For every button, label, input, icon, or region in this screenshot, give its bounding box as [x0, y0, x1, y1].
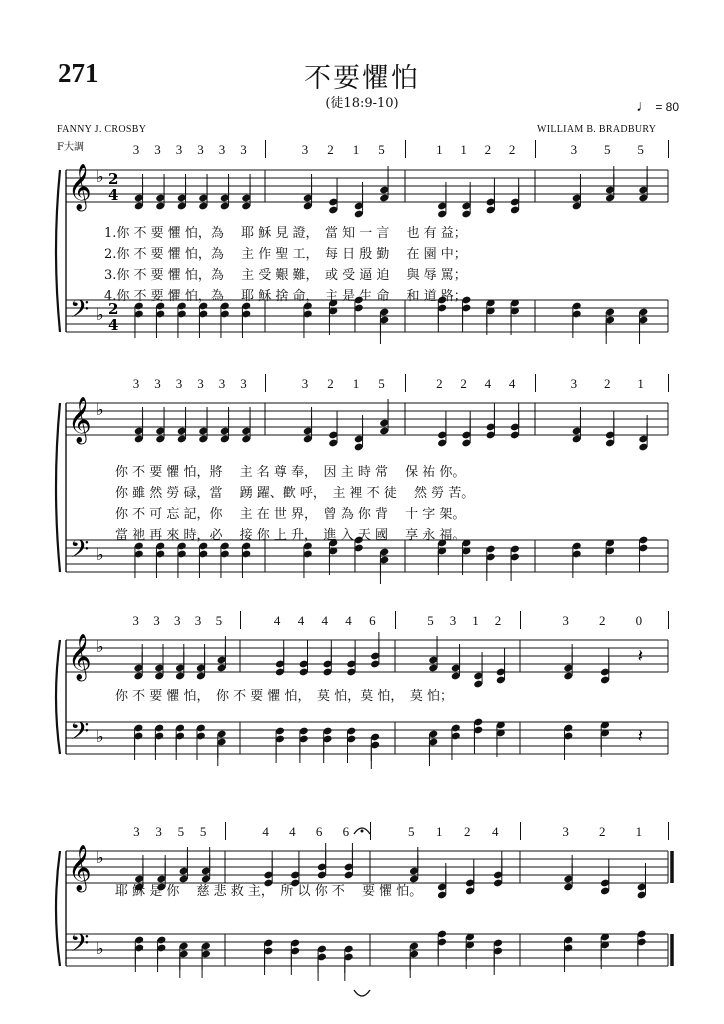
jianpu-digit: 1 — [436, 142, 443, 157]
treble-clef-icon: 𝄞 — [68, 634, 92, 680]
jianpu-barline — [668, 611, 669, 629]
jianpu-digit: 2 — [460, 376, 467, 391]
lyric-line: 你 不 要 懼 怕，將 主 名 尊 奉， 因 主 時 常 保 祐 你。 — [115, 465, 466, 480]
jianpu-digit: 2 — [494, 613, 502, 628]
quarter-note-icon: ♩ — [636, 98, 652, 115]
jianpu-digit: 3 — [155, 824, 162, 839]
lyric-line: 4.你 不 要 懼 怕，為 耶 穌 捨 命， 主 是 生 命 和 道 路； — [104, 289, 467, 304]
jianpu-digit: 3 — [154, 376, 161, 391]
brace-icon — [56, 403, 60, 572]
jianpu-barline — [265, 374, 266, 392]
jianpu-digit: 3 — [194, 613, 202, 628]
jianpu-digit: 2 — [436, 376, 443, 391]
jianpu-digit: 1 — [635, 824, 643, 839]
jianpu-digit: 3 — [570, 142, 578, 157]
scripture-reference: (徒18:9-10) — [325, 96, 399, 111]
jianpu-digit: 5 — [637, 142, 644, 157]
jianpu-digit: 4 — [262, 824, 269, 839]
jianpu-digit: 4 — [297, 613, 305, 628]
jianpu-digit: 6 — [342, 824, 350, 839]
jianpu-digit: 3 — [218, 376, 226, 391]
jianpu-barline — [535, 374, 536, 392]
lyric-line: 3.你 不 要 懼 怕，為 主 受 艱 難， 或 受 逼 迫 與 辱 罵； — [104, 268, 467, 283]
jianpu-barline — [370, 822, 371, 840]
jianpu-digit: 3 — [132, 613, 139, 628]
jianpu-barline — [668, 140, 669, 158]
treble-clef-icon: 𝄞 — [68, 397, 92, 443]
treble-flat-icon: ♭ — [96, 848, 104, 867]
fermata-icon — [354, 990, 370, 996]
bass-flat-icon: ♭ — [96, 727, 104, 746]
treble-flat-icon: ♭ — [96, 400, 104, 419]
jianpu-digit: 5 — [378, 376, 385, 391]
jianpu-digit: 4 — [484, 376, 492, 391]
jianpu-digit: 2 — [508, 142, 516, 157]
treble-flat-icon: ♭ — [96, 167, 104, 186]
jianpu-digit: 3 — [240, 376, 247, 391]
jianpu-digit: 2 — [484, 142, 492, 157]
time-signature-top: 2 — [108, 170, 119, 188]
jianpu-barline — [240, 611, 241, 629]
jianpu-digit: 3 — [240, 142, 247, 157]
jianpu-digit: 3 — [197, 142, 204, 157]
time-signature-bottom: 4 — [108, 316, 119, 334]
jianpu-digit: 3 — [562, 613, 569, 628]
jianpu-digit: 6 — [369, 613, 376, 628]
jianpu-digit: 5 — [604, 142, 611, 157]
brace-icon — [56, 851, 60, 966]
rest-icon: 𝄽 — [637, 646, 644, 667]
jianpu-barline — [668, 822, 669, 840]
jianpu-digit: 1 — [637, 376, 644, 391]
brace-icon — [56, 170, 60, 332]
bass-flat-icon: ♭ — [96, 545, 104, 564]
jianpu-digit: 2 — [464, 824, 471, 839]
jianpu-digit: 5 — [408, 824, 415, 839]
jianpu-barline — [520, 822, 521, 840]
jianpu-digit: 4 — [321, 613, 328, 628]
jianpu-barline — [395, 611, 396, 629]
rest-icon: 𝄽 — [637, 726, 644, 747]
jianpu-digit: 3 — [174, 613, 181, 628]
jianpu-digit: 3 — [175, 142, 183, 157]
bass-flat-icon: ♭ — [96, 305, 104, 324]
jianpu-barline — [520, 611, 521, 629]
jianpu-digit: 2 — [327, 376, 334, 391]
jianpu-digit: 0 — [635, 613, 643, 628]
treble-staff — [66, 851, 668, 883]
jianpu-digit: 2 — [599, 824, 606, 839]
jianpu-barline — [265, 140, 266, 158]
jianpu-digit: 3 — [153, 613, 160, 628]
jianpu-barline — [405, 140, 406, 158]
composer: WILLIAM B. BRADBURY — [537, 124, 657, 135]
bass-clef-icon: 𝄢 — [70, 929, 90, 964]
bass-clef-icon: 𝄢 — [70, 717, 90, 752]
time-signature-bottom: 4 — [108, 186, 119, 204]
jianpu-digit: 3 — [132, 376, 140, 391]
bass-clef-icon: 𝄢 — [70, 295, 90, 330]
jianpu-digit: 1 — [460, 142, 467, 157]
bass-clef-icon: 𝄢 — [70, 535, 90, 570]
jianpu-digit: 1 — [352, 376, 360, 391]
jianpu-digit: 4 — [492, 824, 499, 839]
lyric-line: 當 祂 再 來 時，必 接 你 上 升， 進 入 天 國 享 永 福。 — [115, 528, 466, 543]
jianpu-digit: 4 — [345, 613, 352, 628]
lyricist: FANNY J. CROSBY — [57, 124, 147, 135]
jianpu-digit: 3 — [133, 824, 140, 839]
key-signature-label: F大調 — [57, 142, 84, 153]
treble-clef-icon: 𝄞 — [68, 164, 92, 210]
jianpu-digit: 5 — [378, 142, 385, 157]
jianpu-digit: 2 — [604, 376, 611, 391]
jianpu-digit: 3 — [175, 376, 183, 391]
fermata-dot — [361, 830, 364, 833]
treble-clef-icon: 𝄞 — [68, 845, 92, 891]
jianpu-digit: 3 — [301, 142, 309, 157]
jianpu-digit: 4 — [508, 376, 516, 391]
jianpu-digit: 5 — [427, 613, 434, 628]
lyric-line: 你 不 要 懼 怕， 你 不 要 懼 怕， 莫 怕，莫 怕， 莫 怕； — [115, 689, 453, 704]
lyric-line: 2.你 不 要 懼 怕，為 主 作 聖 工， 每 日 殷 勤 在 園 中； — [104, 247, 467, 262]
jianpu-digit: 5 — [215, 613, 223, 628]
jianpu-digit: 4 — [289, 824, 296, 839]
jianpu-digit: 5 — [199, 824, 207, 839]
time-signature-top: 2 — [108, 300, 119, 318]
jianpu-digit: 3 — [197, 376, 204, 391]
jianpu-digit: 1 — [472, 613, 479, 628]
jianpu-barline — [405, 374, 406, 392]
jianpu-digit: 3 — [132, 142, 140, 157]
lyric-line: 1.你 不 要 懼 怕，為 耶 穌 見 證， 當 知 一 言 也 有 益； — [104, 226, 467, 241]
jianpu-digit: 1 — [436, 824, 443, 839]
jianpu-digit: 2 — [599, 613, 606, 628]
bass-flat-icon: ♭ — [96, 939, 104, 958]
jianpu-barline — [225, 822, 226, 840]
tempo-value: = 80 — [655, 100, 680, 114]
jianpu-digit: 6 — [315, 824, 323, 839]
bass-staff — [66, 934, 668, 966]
brace-icon — [56, 640, 60, 754]
jianpu-digit: 5 — [177, 824, 185, 839]
jianpu-digit: 3 — [154, 142, 161, 157]
jianpu-digit: 2 — [327, 142, 334, 157]
jianpu-barline — [668, 374, 669, 392]
treble-flat-icon: ♭ — [96, 637, 104, 656]
jianpu-digit: 1 — [352, 142, 360, 157]
jianpu-digit: 3 — [449, 613, 457, 628]
jianpu-digit: 3 — [218, 142, 226, 157]
lyric-line: 你 雖 然 勞 碌，當 踴 躍、歡 呼， 主 裡 不 徒 然 勞 苦。 — [115, 486, 475, 501]
jianpu-digit: 3 — [301, 376, 309, 391]
hymn-number: 271 — [58, 58, 99, 88]
jianpu-digit: 4 — [273, 613, 281, 628]
jianpu-barline — [535, 140, 536, 158]
jianpu-digit: 3 — [562, 824, 569, 839]
lyric-line: 耶 穌 是 你 慈 悲 救 主， 所 以 你 不 要 懼 怕。 — [115, 884, 423, 899]
jianpu-digit: 3 — [570, 376, 578, 391]
lyric-line: 你 不 可 忘 記，你 主 在 世 界， 曾 為 你 背 十 字 架。 — [115, 507, 466, 522]
hymn-title: 不要懼怕 — [304, 63, 420, 94]
